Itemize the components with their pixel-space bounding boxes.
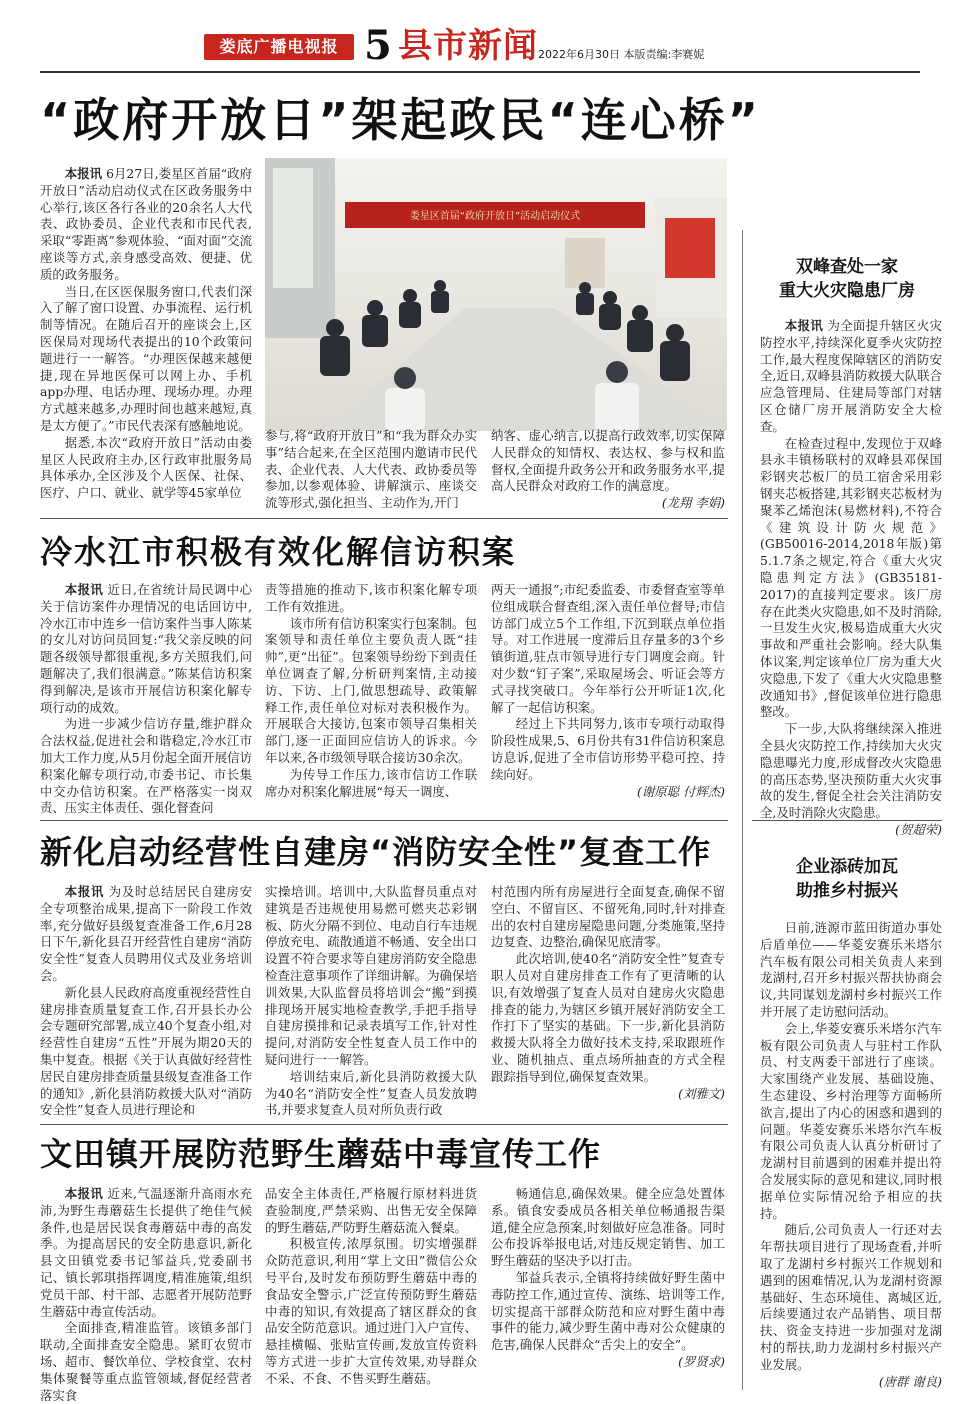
article3-column-1: 本报讯 为及时总结居民自建房安全专项整治成果,提高下一阶段工作效率,充分做好县级复查准备工作,6月28日下午,新化县召开经营性自建房“消防安全性”复查人员聘用仪式及业务培训会。 新化县人民政府高度重视经营性自建房排查质量复查工作,召开县长办公会专题研究部署,成立40个复查小组,对经营性自建房“五性”开展为期20天的集中复查。根据《关于认真做好经营性居民自建房排查质量县级复查准备工作的通知》,新化县消防救援大队对“消防安全性”复查人员进行理论和 <box>40 884 253 1118</box>
article3-column-2: 实操培训。培训中,大队监督员重点对建筑是否违规使用易燃可燃夹芯彩钢板、防火分隔不到位、电动自行车违规停放充电、疏散通道不畅通、安全出口设置不符合要求等自建房消防安全隐患检查注意事项作了详细讲解。为确保培训效果,大队监督员将培训会“搬”到摸排现场开展实地检查教学,手把手指导自建房摸排和记录表填写工作,针对性提问,对消防安全性复查人员工作中的疑问进行一一解答。 培训结束后,新化县消防救援大队为40名“消防安全性”复查人员发放聘书,并要求复查人员对所负责行政 <box>265 884 477 1118</box>
article1-headline: “政府开放日”架起政民“连心桥” <box>40 93 761 147</box>
article2-column-2: 责等措施的推动下,该市积案化解专项工作有效推进。 该市所有信访积案实行包案制。包案领导和责任单位主要负责人既“挂帅”,更“出征”。包案领导纷纷下到责任单位调查了解,分析研判案情,主动接访、下访、上门,做思想疏导、政策解释工作,责任单位对标对表积极作为。开展联合大接访,包案市领导召集相关部门,逐一正面回应信访人的诉求。今年以来,各市级领导联合接访30余次。 为传导工作压力,该市信访工作联席办对积案化解进展“每天一调度、 <box>265 582 477 799</box>
section-title: 县市新闻 <box>398 26 538 66</box>
sidebar-story1-body: 本报讯 为全面提升辖区火灾防控水平,持续深化夏季火灾防控工作,最大程度保障辖区的消防安全,近日,双峰县消防救援大队联合应急管理局、住建局等部门对辖区仓储厂房开展消防安全大检查。 在检查过程中,发现位于双峰县永丰镇杨联村的双峰县邓保国彩钢夹芯板厂的员工宿舍采用彩钢夹芯板搭建,其彩钢夹芯板材为聚苯乙烯泡沫(易燃材料),不符合《建筑设计防火规范》(GB50016-2014,2018年版)第5.1.7条之规定,符合《重大火灾隐患判定方法》(GB35181-2017)的直接判定要求。该厂房存在此类火灾隐患,如不及时消除,一旦发生火灾,极易造成重大火灾事故和严重社会影响。经大队集体议案,判定该单位厂房为重大火灾隐患,下发了《重大火灾隐患整改通知书》,督促该单位进行隐患整改。 下一步,大队将继续深入推进全县火灾防控工作,持续加大火灾隐患曝光力度,形成督改火灾隐患的高压态势,坚决预防重大火灾事故的发生,督促全社会关注消防安全,及时消除火灾隐患。 (贺超荣) <box>760 318 942 837</box>
sidebar-story1-headline: 双峰查处一家 重大火灾隐患厂房 <box>779 257 915 301</box>
sidebar-rule <box>742 230 743 1390</box>
article2-column-1: 本报讯 近日,在省统计局民调中心关于信访案件办理情况的电话回访中,冷水江市中连乡一信访案件当事人陈某的女儿对访问员回复:“我父亲反映的问题各级领导都很重视,多方关照我们,问题解决了,我们很满意。”陈某信访积案得到解决,是该市开展信访积案化解专项行动的成效。 为进一步减少信访存量,维护群众合法权益,促进社会和谐稳定,冷水江市加大工作力度,从5月份起全面开展信访积案化解专项行动,市委书记、市长集中交办信访积案。在严格落实一岗双责、压实主体责任、强化督查问 <box>40 582 252 816</box>
article4-column-3: 畅通信息,确保效果。健全应急处置体系。镇食安委成员各相关单位畅通报告渠道,健全应急预案,时刻做好应急准备。同时公布投诉举报电话,对违反规定销售、加工野生蘑菇的坚决予以打击。 邹益兵表示,全镇将持续做好野生菌中毒防控工作,通过宣传、演练、培训等工作,切实提高干部群众防范和应对野生菌中毒事件的能力,减少野生菌中毒对公众健康的危害,确保人民群众“舌尖上的安全”。 (罗贤求) <box>491 1186 725 1369</box>
divider <box>40 820 728 821</box>
newspaper-logo: 娄底广播电视报 <box>204 34 354 60</box>
article1-lead: 本报讯 <box>64 166 103 181</box>
article4-byline: (罗贤求) <box>678 1353 725 1369</box>
sidebar-story2-headline: 企业添砖加瓦 助推乡村振兴 <box>796 857 898 901</box>
sidebar-story1-byline: (贺超荣) <box>895 821 942 837</box>
article1-column-3: 纳客、虚心纳言,以提高行政效率,切实保障人民群众的知情权、表达权、参与权和监督权,全面提升政务公开和政务服务水平,提高人民群众对政府工作的满意度。 (龙翔 李娟) <box>491 428 725 511</box>
sidebar-story2-byline: (唐群 谢良) <box>878 1373 942 1389</box>
article4-column-2: 品安全主体责任,严格履行原材料进货查验制度,严禁采购、出售无安全保障的野生蘑菇,严防野生蘑菇流入餐桌。 积极宣传,浓厚氛围。切实增强群众防范意识,利用“掌上文田”微信公众号平台,及时发布预防野生蘑菇中毒的食品安全警示,广泛宣传预防野生蘑菇中毒的知识,有效提高了辖区群众的食品安全防范意识。通过进门入户宣传、悬挂横幅、张贴宣传画,发放宣传资料等方式进一步扩大宣传效果,劝导群众不采、不食、不售买野生蘑菇。 <box>265 1186 477 1386</box>
article1-byline: (龙翔 李娟) <box>661 495 725 511</box>
article1-column-2: 参与,将“政府开放日”和“我为群众办实事”结合起来,在全区范围内邀请市民代表、企业代表、人大代表、政协委员等参加,以参观体验、讲解演示、座谈交流等形式,强化担当、主动作为,开门 <box>265 428 477 511</box>
article2-byline: (谢原聪 付辉杰) <box>637 783 725 799</box>
page-number: 5 <box>364 22 392 69</box>
masthead <box>0 0 955 78</box>
sidebar-story2-body: 日前,涟源市蓝田街道办事处后盾单位——华菱安赛乐米塔尔汽车板有限公司相关负责人来到龙湖村,召开乡村振兴帮扶协商会议,共同谋划龙湖村乡村振兴工作并开展了走访慰问活动。 会上,华菱安赛乐米塔尔汽车板有限公司负责人与驻村工作队员、村支两委干部进行了座谈。大家围绕产业发展、基础设施、生态建设、乡村治理等方面畅所欲言,提出了内心的困惑和遇到的问题。华菱安赛乐米塔尔汽车板有限公司负责人认真分析研讨了龙湖村目前遇到的困难并提出符合发展实际的意见和建议,同时根据单位实际情况给予相应的扶持。 随后,公司负责人一行还对去年帮扶项目进行了现场查看,并听取了龙湖村乡村振兴工作规划和遇到的困难情况,认为龙湖村资源基础好、生态环境佳、离城区近,后续要通过农产品销售、项目帮扶、资金支持进一步加强对龙湖村的帮扶,助力龙湖村乡村振兴产业发展。 (唐群 谢良) <box>760 920 942 1389</box>
article4-column-1: 本报讯 近来,气温逐渐升高雨水充沛,为野生毒蘑菇生长提供了绝佳气候条件,也是居民误食毒蘑菇中毒的高发季。为提高居民的安全防患意识,新化县文田镇党委书记邹益兵,党委副书记、镇长郭琪指挥调度,精准施策,组织党员干部、村干部、志愿者开展防范野生蘑菇中毒宣传活动。 全面排查,精准监管。该镇多部门联动,全面排查安全隐患。紧盯农贸市场、超市、餐饮单位、学校食堂、农村集体聚餐等重点监管领域,督促经营者落实食 <box>40 1186 252 1403</box>
meeting-room-photo <box>265 158 727 431</box>
dateline: 2022年6月30日 本版责编:李赛妮 <box>538 48 705 61</box>
article3-byline: (刘雅文) <box>678 1085 725 1101</box>
divider <box>40 518 728 519</box>
article1-photo <box>265 158 727 431</box>
article2-column-3: 两天一通报”;市纪委监委、市委督查室等单位组成联合督查组,深入责任单位督导;市信访部门成立5个工作组,下沉到联点单位指导。对工作进展一度滞后且存量多的3个乡镇街道,驻点市领导进行专门调度会商。针对少数“钉子案”,采取屋场会、听证会等方式寻找突破口。今年举行公开听证1次,化解了一起信访积案。 经过上下共同努力,该市专项行动取得阶段性成果,5、6月份共有31件信访积案息访息诉,促进了全市信访形势平稳可控、持续向好。 (谢原聪 付辉杰) <box>491 582 725 799</box>
masthead-rule <box>40 71 920 73</box>
article4-headline: 文田镇开展防范野生蘑菇中毒宣传工作 <box>40 1135 602 1173</box>
article3-column-3: 村范围内所有房屋进行全面复查,确保不留空白、不留盲区、不留死角,同时,针对排查出的农村自建房屋隐患问题,分类施策,坚持边复查、边整治,确保见底清零。 此次培训,使40名“消防安全性”复查专职人员对自建房排查工作有了更清晰的认识,有效增强了复查人员对自建房火灾隐患排查的能力,为辖区乡镇开展好消防安全工作打下了坚实的基础。下一步,新化县消防救援大队将全力做好技术支持,采取跟班作业、随机抽点、重点场所抽查的方式全程跟踪指导到位,确保复查效果。 (刘雅文) <box>491 884 725 1101</box>
article2-headline: 冷水江市积极有效化解信访积案 <box>40 533 517 571</box>
divider <box>40 1124 728 1125</box>
photo-banner-text: 娄星区首届“政府开放日”活动启动仪式 <box>409 211 581 222</box>
article1-column-1: 本报讯 6月27日,娄星区首届“政府开放日”活动启动仪式在区政务服务中心举行,该区各行各业的20余名人大代表、政协委员、企业代表和市民代表,采取“零距离”参观体验、“面对面”交流座谈等方式,亲身感受高效、便捷、优质的政务服务。 当日,在区医保服务窗口,代表们深入了解了窗口设置、办事流程、运行机制等情况。在随后召开的座谈会上,区医保局对现场代表提出的10个政策问题进行一一解答。“办理医保越来越便捷,现在异地医保可以网上办、手机app办理、电话办理、现场办理。办理方式越来越多,办理时间也越来越短,真是太方便了。”市民代表深有感触地说。 据悉,本次“政府开放日”活动由娄星区人民政府主办,区行政审批服务局具体承办,全区涉及个人医保、社保、医疗、户口、就业、就学等45家单位 <box>40 166 252 501</box>
article3-headline: 新化启动经营性自建房“消防安全性”复查工作 <box>40 833 712 871</box>
divider <box>752 820 942 821</box>
